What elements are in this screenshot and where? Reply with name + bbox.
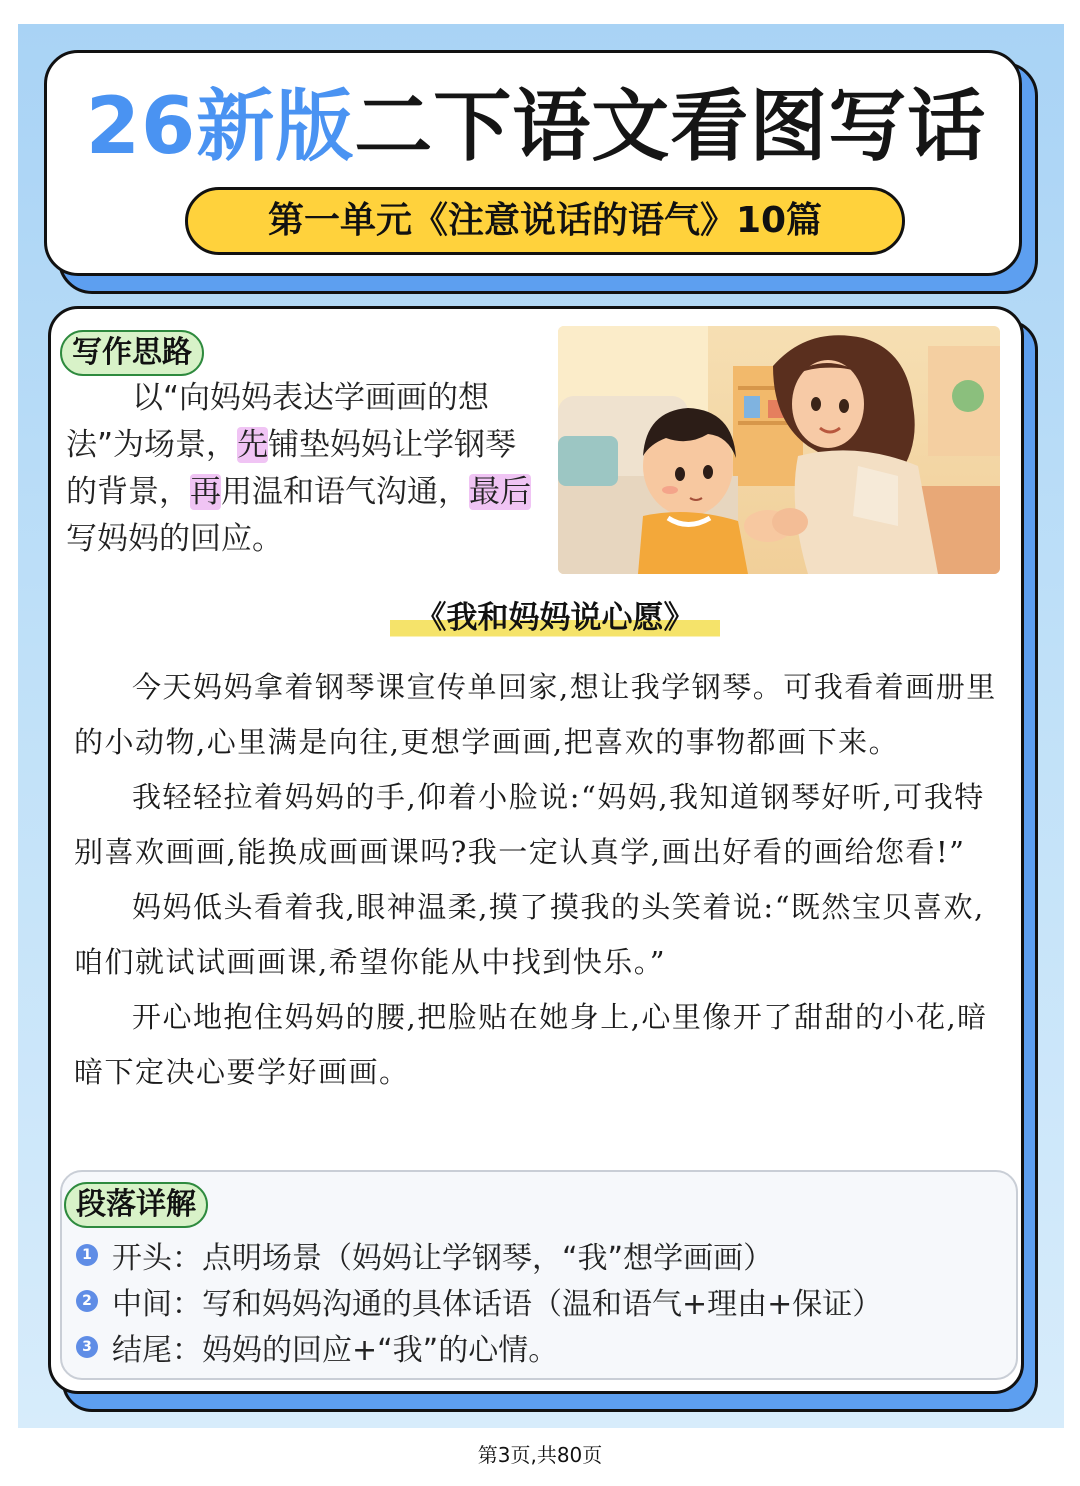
- idea-highlight-then: 再: [190, 474, 221, 510]
- idea-text-4: 写妈妈的回应。: [66, 521, 283, 557]
- paragraph-detail-tag: 段落详解: [64, 1182, 208, 1228]
- idea-text-2: 铺垫妈妈让学钢琴的背景，: [66, 427, 517, 510]
- essay-body: [74, 660, 1006, 1100]
- idea-highlight-finally: 最后: [469, 474, 531, 510]
- idea-text-1: 以“向妈妈表达学画画的想法”为场景，: [66, 380, 490, 463]
- essay-paragraph: 妈妈低头看着我,眼神温柔,摸了摸我的头笑着说:“既然宝贝喜欢,咱们就试试画画课,希望你能从中找到快乐。”: [74, 890, 985, 979]
- idea-highlight-first: 先: [237, 427, 269, 463]
- title-main: 二下语文看图写话: [354, 82, 987, 172]
- detail-text: 结尾：妈妈的回应+“我”的心情。: [112, 1333, 559, 1368]
- page-number-footer: 第3页,共80页: [477, 1443, 603, 1467]
- writing-idea-tag: 写作思路: [60, 330, 204, 376]
- list-item: [76, 1324, 996, 1370]
- page-title: [47, 79, 1025, 175]
- writing-idea-text: [66, 375, 536, 563]
- idea-text-3: 用温和语气沟通，: [221, 474, 469, 510]
- essay-paragraph: 今天妈妈拿着钢琴课宣传单回家,想让我学钢琴。可我看着画册里的小动物,心里满是向往,更想学画画,把喜欢的事物都画下来。: [74, 670, 997, 759]
- paragraph-detail-list: [76, 1232, 996, 1370]
- number-badge: 2: [76, 1290, 98, 1312]
- unit-subtitle-pill: 第一单元《注意说话的语气》10篇: [185, 187, 905, 255]
- list-item: [76, 1278, 996, 1324]
- detail-text: 开头：点明场景（妈妈让学钢琴，“我”想学画画）: [112, 1241, 774, 1276]
- mother-child-illustration: [558, 326, 1000, 574]
- essay-paragraph: 开心地抱住妈妈的腰,把脸贴在她身上,心里像开了甜甜的小花,暗暗下定决心要学好画画。: [74, 1000, 988, 1089]
- essay-paragraph: 我轻轻拉着妈妈的手,仰着小脸说:“妈妈,我知道钢琴好听,可我特别喜欢画画,能换成画画课吗?我一定认真学,画出好看的画给您看!”: [74, 780, 985, 869]
- number-badge: 1: [76, 1244, 98, 1266]
- detail-text: 中间：写和妈妈沟通的具体话语（温和语气+理由+保证）: [112, 1287, 883, 1322]
- essay-title: 《我和妈妈说心愿》: [390, 596, 720, 640]
- title-highlight: 26新版: [85, 82, 355, 172]
- list-item: [76, 1232, 996, 1278]
- number-badge: 3: [76, 1336, 98, 1358]
- header-card: [44, 50, 1022, 276]
